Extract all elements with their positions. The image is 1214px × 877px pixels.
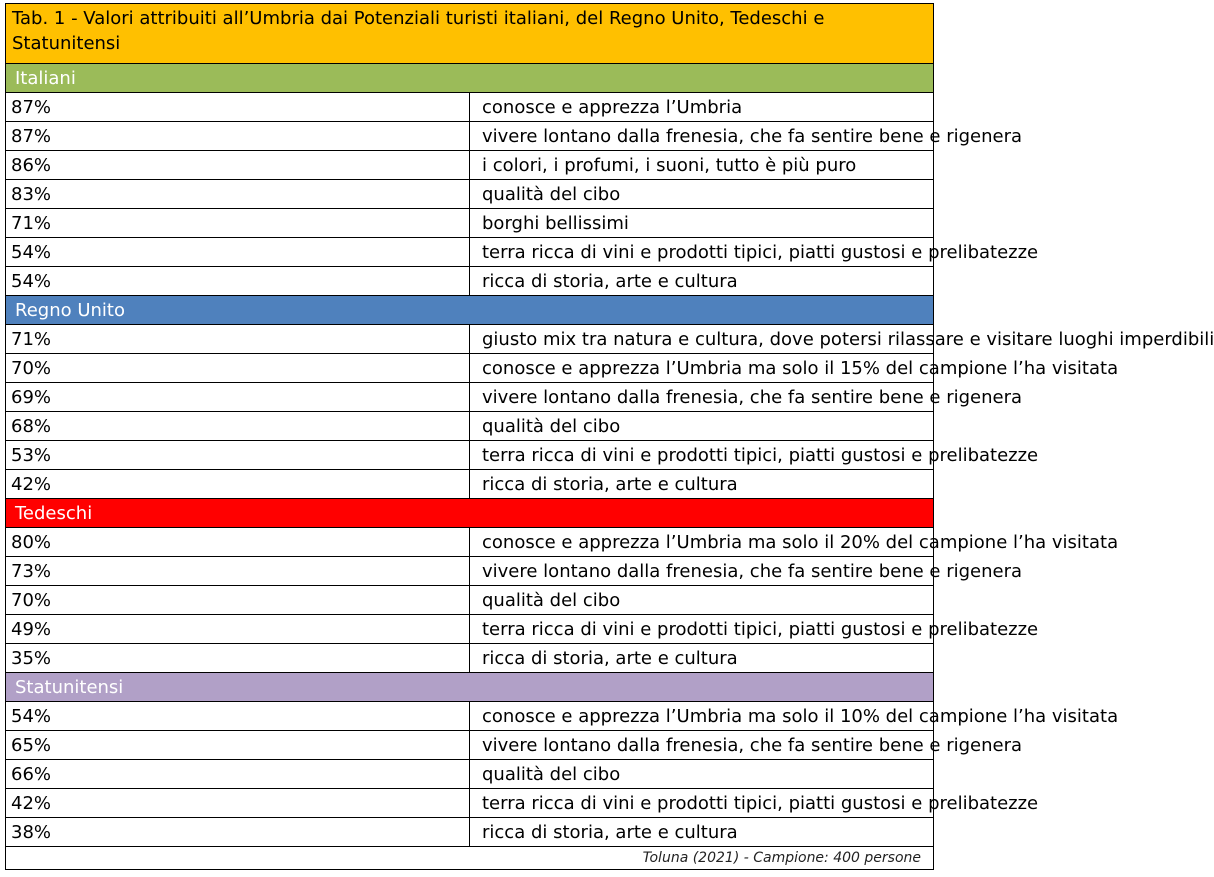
percent-cell: 87% — [6, 122, 470, 151]
table-row — [6, 644, 934, 673]
table-row — [6, 93, 934, 122]
value-cell: conosce e apprezza l’Umbria ma solo il 15% del campione l’ha visitata — [470, 354, 934, 383]
table-row — [6, 470, 934, 499]
table-row — [6, 441, 934, 470]
value-cell: terra ricca di vini e prodotti tipici, piatti gustosi e prelibatezze — [470, 238, 934, 267]
table-row — [6, 325, 934, 354]
table-row — [6, 615, 934, 644]
table-row — [6, 209, 934, 238]
percent-cell: 54% — [6, 238, 470, 267]
values-table — [5, 3, 1214, 870]
table-row — [6, 789, 934, 818]
percent-cell: 54% — [6, 702, 470, 731]
value-cell: borghi bellissimi — [470, 209, 934, 238]
value-cell: vivere lontano dalla frenesia, che fa sentire bene e rigenera — [470, 122, 934, 151]
table-row — [6, 238, 934, 267]
percent-cell: 71% — [6, 209, 470, 238]
value-cell: vivere lontano dalla frenesia, che fa sentire bene e rigenera — [470, 731, 934, 760]
value-cell: terra ricca di vini e prodotti tipici, piatti gustosi e prelibatezze — [470, 789, 934, 818]
percent-cell: 80% — [6, 528, 470, 557]
table-row — [6, 180, 934, 209]
source-note: Toluna (2021) - Campione: 400 persone — [6, 847, 934, 870]
value-cell: vivere lontano dalla frenesia, che fa sentire bene e rigenera — [470, 383, 934, 412]
percent-cell: 65% — [6, 731, 470, 760]
value-cell: qualità del cibo — [470, 760, 934, 789]
group-name: Tedeschi — [6, 499, 934, 528]
table-title: Tab. 1 - Valori attribuiti all’Umbria dai Potenziali turisti italiani, del Regno Unito, Tedeschi e Statunitensi — [6, 4, 934, 64]
percent-cell: 53% — [6, 441, 470, 470]
value-cell: conosce e apprezza l’Umbria — [470, 93, 934, 122]
group-name: Regno Unito — [6, 296, 934, 325]
group-name: Italiani — [6, 64, 934, 93]
percent-cell: 69% — [6, 383, 470, 412]
value-cell: conosce e apprezza l’Umbria ma solo il 20% del campione l’ha visitata — [470, 528, 934, 557]
group-header-statunitensi — [6, 673, 934, 702]
value-cell: vivere lontano dalla frenesia, che fa sentire bene e rigenera — [470, 557, 934, 586]
percent-cell: 38% — [6, 818, 470, 847]
percent-cell: 87% — [6, 93, 470, 122]
value-cell: giusto mix tra natura e cultura, dove potersi rilassare e visitare luoghi imperdibili — [470, 325, 934, 354]
group-header-italiani — [6, 64, 934, 93]
value-cell: i colori, i profumi, i suoni, tutto è più puro — [470, 151, 934, 180]
percent-cell: 42% — [6, 789, 470, 818]
percent-cell: 71% — [6, 325, 470, 354]
table-row — [6, 412, 934, 441]
value-cell: ricca di storia, arte e cultura — [470, 267, 934, 296]
percent-cell: 49% — [6, 615, 470, 644]
table-row — [6, 702, 934, 731]
percent-cell: 70% — [6, 586, 470, 615]
percent-cell: 83% — [6, 180, 470, 209]
percent-cell: 35% — [6, 644, 470, 673]
table-row — [6, 557, 934, 586]
group-header-regno-unito — [6, 296, 934, 325]
value-cell: qualità del cibo — [470, 586, 934, 615]
value-cell: qualità del cibo — [470, 180, 934, 209]
percent-cell: 68% — [6, 412, 470, 441]
percent-cell: 86% — [6, 151, 470, 180]
table-row — [6, 586, 934, 615]
group-name: Statunitensi — [6, 673, 934, 702]
value-cell: conosce e apprezza l’Umbria ma solo il 10% del campione l’ha visitata — [470, 702, 934, 731]
table-row — [6, 122, 934, 151]
table-row — [6, 731, 934, 760]
table-row — [6, 151, 934, 180]
percent-cell: 70% — [6, 354, 470, 383]
value-cell: qualità del cibo — [470, 412, 934, 441]
table-title-row — [6, 4, 934, 64]
table-row — [6, 267, 934, 296]
table-container — [5, 3, 1214, 870]
table-row — [6, 528, 934, 557]
value-cell: ricca di storia, arte e cultura — [470, 644, 934, 673]
value-cell: ricca di storia, arte e cultura — [470, 470, 934, 499]
percent-cell: 73% — [6, 557, 470, 586]
percent-cell: 54% — [6, 267, 470, 296]
table-row — [6, 760, 934, 789]
group-header-tedeschi — [6, 499, 934, 528]
percent-cell: 66% — [6, 760, 470, 789]
value-cell: terra ricca di vini e prodotti tipici, piatti gustosi e prelibatezze — [470, 615, 934, 644]
value-cell: ricca di storia, arte e cultura — [470, 818, 934, 847]
table-row — [6, 354, 934, 383]
value-cell: terra ricca di vini e prodotti tipici, piatti gustosi e prelibatezze — [470, 441, 934, 470]
source-row — [6, 847, 934, 870]
table-row — [6, 383, 934, 412]
table-row — [6, 818, 934, 847]
percent-cell: 42% — [6, 470, 470, 499]
